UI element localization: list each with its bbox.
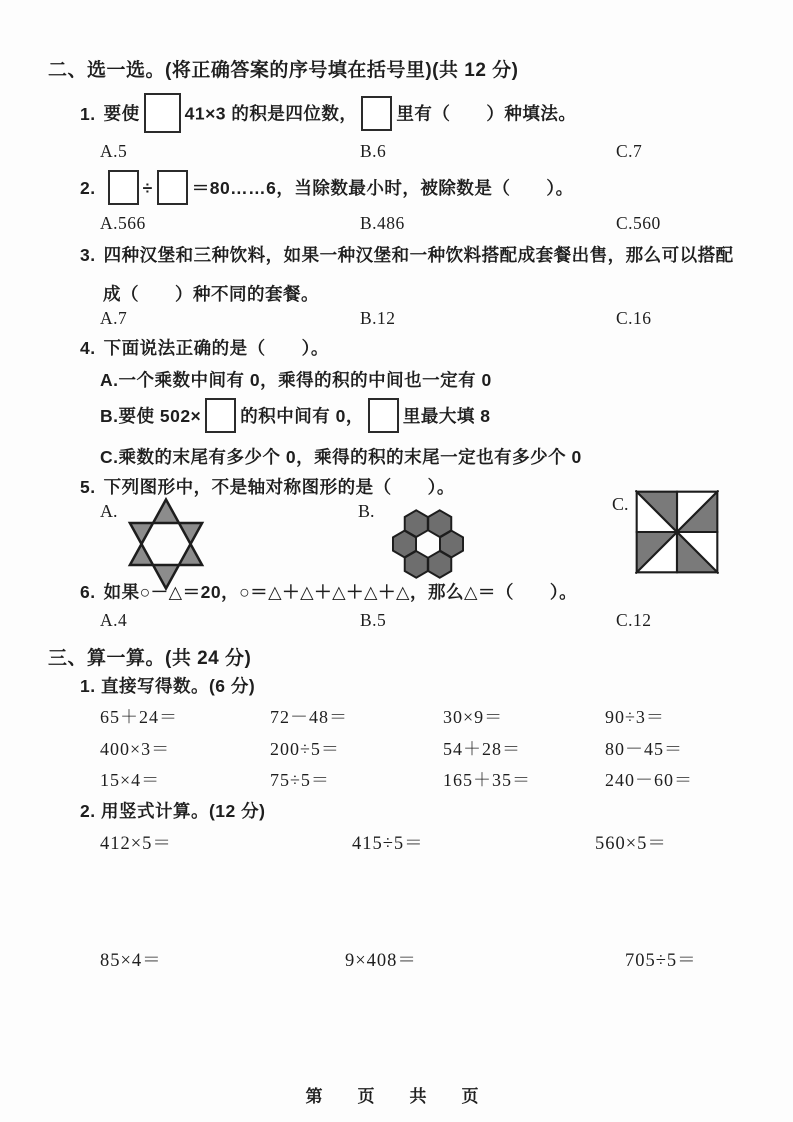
answer-box xyxy=(368,398,399,433)
calc-expression: 415÷5＝ xyxy=(352,834,424,854)
question-1 xyxy=(80,93,576,137)
calc-expression: 705÷5＝ xyxy=(625,951,697,971)
question-2-number: 2. xyxy=(80,178,96,198)
vertical-calc-row xyxy=(100,946,772,972)
calc-expression: 90÷3＝ xyxy=(605,707,665,727)
option-b-text: 的积中间有 0， xyxy=(240,406,364,426)
direct-calc-row xyxy=(100,735,772,761)
option-c: C.16 xyxy=(616,308,652,328)
calc-expression: 9×408＝ xyxy=(345,951,417,971)
question-1-options xyxy=(100,141,783,162)
calc-expression: 240－60＝ xyxy=(605,770,693,790)
answer-box xyxy=(361,96,392,131)
option-b: B.486 xyxy=(360,213,405,233)
calc-expression: 80－45＝ xyxy=(605,739,683,759)
question-4-option-b xyxy=(100,396,491,437)
question-2-text: ＝80……6，当除数最小时，被除数是（ ）。 xyxy=(191,178,574,198)
question-3-text: 成（ ）种不同的套餐。 xyxy=(103,284,319,304)
question-4-text: 下面说法正确的是（ ）。 xyxy=(103,338,329,358)
calc-expression: 15×4＝ xyxy=(100,770,161,790)
option-a: A.5 xyxy=(100,141,128,161)
question-3-line2 xyxy=(103,282,319,306)
hexagon-ring-figure xyxy=(381,497,475,591)
option-c: C.7 xyxy=(616,141,643,161)
calc-expression: 165＋35＝ xyxy=(443,770,531,790)
option-a: A.7 xyxy=(100,308,128,328)
question-3-options xyxy=(100,308,783,329)
calc-expression: 30×9＝ xyxy=(443,707,504,727)
figure-option-b xyxy=(358,497,475,591)
option-b: B.5 xyxy=(360,610,387,630)
answer-box xyxy=(205,398,236,433)
calc-expression: 400×3＝ xyxy=(100,739,171,759)
answer-box xyxy=(157,170,188,205)
figure-option-c xyxy=(612,490,719,574)
calc-expression: 65＋24＝ xyxy=(100,707,178,727)
option-a: A.4 xyxy=(100,610,128,630)
option-b: B.12 xyxy=(360,308,396,328)
subsection-vertical-calc-title: 2. 用竖式计算。(12 分) xyxy=(80,801,266,821)
figure-b-label: B. xyxy=(358,501,375,521)
section-calc-title: 三、算一算。(共 24 分) xyxy=(48,648,252,669)
calc-expression: 200÷5＝ xyxy=(270,739,340,759)
figure-c-label: C. xyxy=(612,494,629,514)
answer-box xyxy=(108,170,139,205)
figure-a-label: A. xyxy=(100,501,118,521)
question-4 xyxy=(80,336,329,360)
question-5-number: 5. xyxy=(80,477,96,497)
vertical-calc-row xyxy=(100,829,772,855)
calc-expression: 85×4＝ xyxy=(100,951,162,971)
question-1-number: 1. xyxy=(80,103,96,124)
direct-calc-row xyxy=(100,766,772,792)
pinwheel-dark-group xyxy=(636,492,717,573)
option-a: A.566 xyxy=(100,213,146,233)
option-b-text: 里最大填 8 xyxy=(402,406,491,426)
answer-box xyxy=(144,93,181,133)
question-5 xyxy=(80,475,455,499)
page-footer: 第 页 共 页 xyxy=(305,1087,488,1106)
question-4-number: 4. xyxy=(80,338,96,358)
calc-expression: 72－48＝ xyxy=(270,707,348,727)
question-3 xyxy=(80,243,734,267)
option-b-text: B.要使 502× xyxy=(100,406,202,426)
question-6-number: 6. xyxy=(80,582,96,602)
question-4-option-a xyxy=(100,368,492,392)
pinwheel-figure xyxy=(635,490,719,574)
hexagon-ring-group xyxy=(393,510,463,577)
question-6 xyxy=(80,580,577,604)
question-4-option-c xyxy=(100,445,582,469)
question-5-text: 下列图形中，不是轴对称图形的是（ ）。 xyxy=(103,477,455,497)
question-6-text: 如果○－△＝20，○＝△＋△＋△＋△＋△，那么△＝（ ）。 xyxy=(103,582,578,602)
calc-expression: 412×5＝ xyxy=(100,834,172,854)
figure-option-a xyxy=(100,497,208,591)
question-1-text: 里有（ ）种填法。 xyxy=(396,103,577,124)
question-1-text: 41×3 的积是四位数， xyxy=(184,103,358,124)
section-choice-title: 二、选一选。(将正确答案的序号填在括号里)(共 12 分) xyxy=(48,60,519,81)
question-1-text: 要使 xyxy=(103,103,140,124)
option-a-text: A.一个乘数中间有 0，乘得的积的中间也一定有 0 xyxy=(100,370,492,390)
question-2 xyxy=(80,168,574,209)
question-2-options xyxy=(100,213,783,234)
option-b: B.6 xyxy=(360,141,387,161)
direct-calc-row xyxy=(100,703,772,729)
option-c: C.560 xyxy=(616,213,661,233)
calc-expression: 54＋28＝ xyxy=(443,739,521,759)
question-3-number: 3. xyxy=(80,245,96,265)
hexagram-path xyxy=(129,500,201,589)
question-6-options xyxy=(100,610,783,631)
hexagram-star-figure xyxy=(124,497,208,591)
subsection-direct-calc-title: 1. 直接写得数。(6 分) xyxy=(80,676,256,696)
question-3-text: 四种汉堡和三种饮料，如果一种汉堡和一种饮料搭配成套餐出售，那么可以搭配 xyxy=(103,245,734,265)
calc-expression: 75÷5＝ xyxy=(270,770,330,790)
calc-expression: 560×5＝ xyxy=(595,834,667,854)
divide-sign: ÷ xyxy=(142,178,153,198)
option-c: C.12 xyxy=(616,610,652,630)
option-c-text: C.乘数的末尾有多少个 0，乘得的积的末尾一定也有多少个 0 xyxy=(100,447,582,467)
